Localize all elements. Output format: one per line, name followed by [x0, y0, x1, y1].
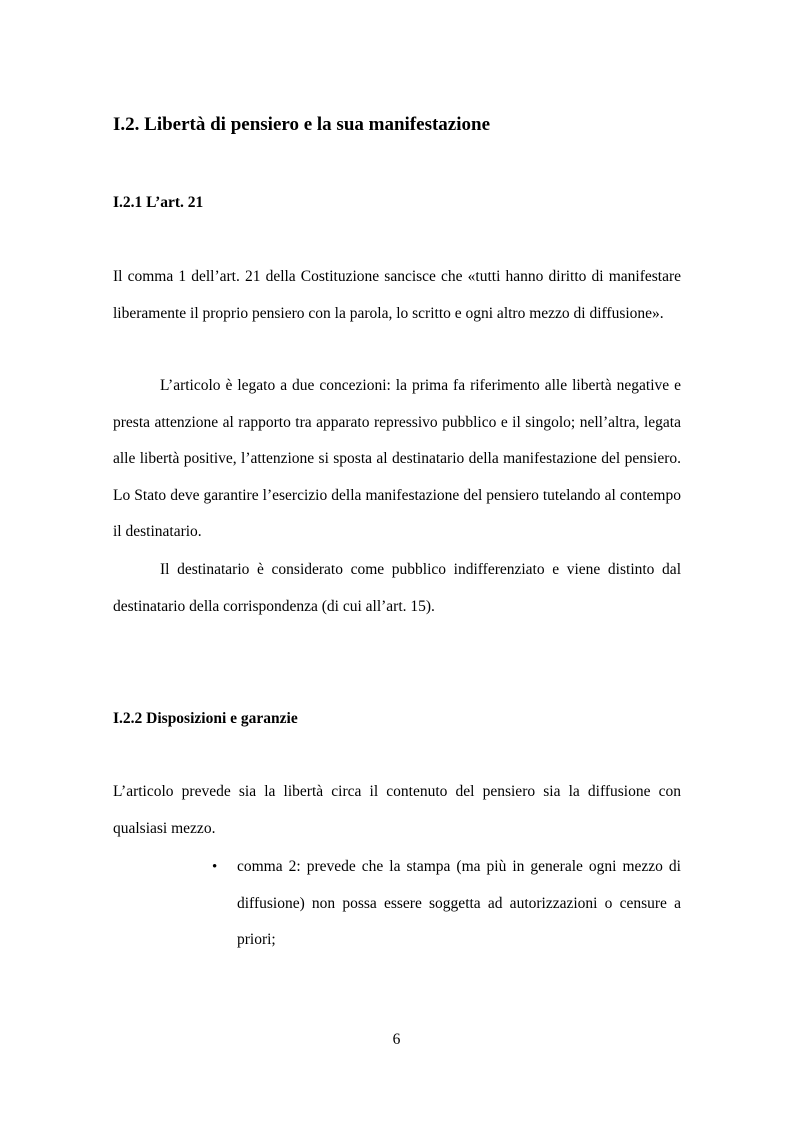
bullet-icon: • — [212, 859, 218, 875]
paragraph-concezioni: L’articolo è legato a due concezioni: la prima fa riferimento alle libertà negative e presta attenzione al rapporto tra apparato repressivo pubblico e il singolo; nell’altra, legata alle libertà positive, l’attenzione si sposta al destinatario della manifestazione del pensiero. Lo Stato deve garantire l’esercizio della manifestazione del pensiero tutelando al contempo il destinatario. — [113, 377, 681, 541]
bullet-list — [212, 849, 681, 959]
subsection-title-disposizioni: I.2.2 Disposizioni e garanzie — [113, 710, 298, 727]
page-number: 6 — [392, 1031, 401, 1048]
section-title: I.2. Libertà di pensiero e la sua manifestazione — [113, 114, 491, 135]
paragraph-disposizioni: L’articolo prevede sia la libertà circa il contenuto del pensiero sia la diffusione con qualsiasi mezzo. — [113, 783, 681, 837]
list-item — [212, 849, 681, 959]
subsection-title-art21: I.2.1 L’art. 21 — [113, 194, 204, 211]
paragraph-art21-comma1: Il comma 1 dell’art. 21 della Costituzione sancisce che «tutti hanno diritto di manifestare liberamente il proprio pensiero con la parola, lo scritto e ogni altro mezzo di diffusione». — [113, 268, 681, 322]
list-item-text: comma 2: prevede che la stampa (ma più in generale ogni mezzo di diffusione) non possa essere soggetta ad autorizzazioni o censure a priori; — [237, 858, 681, 949]
paragraph-destinatario: Il destinatario è considerato come pubblico indifferenziato e viene distinto dal destinatario della corrispondenza (di cui all’art. 15). — [113, 561, 681, 615]
